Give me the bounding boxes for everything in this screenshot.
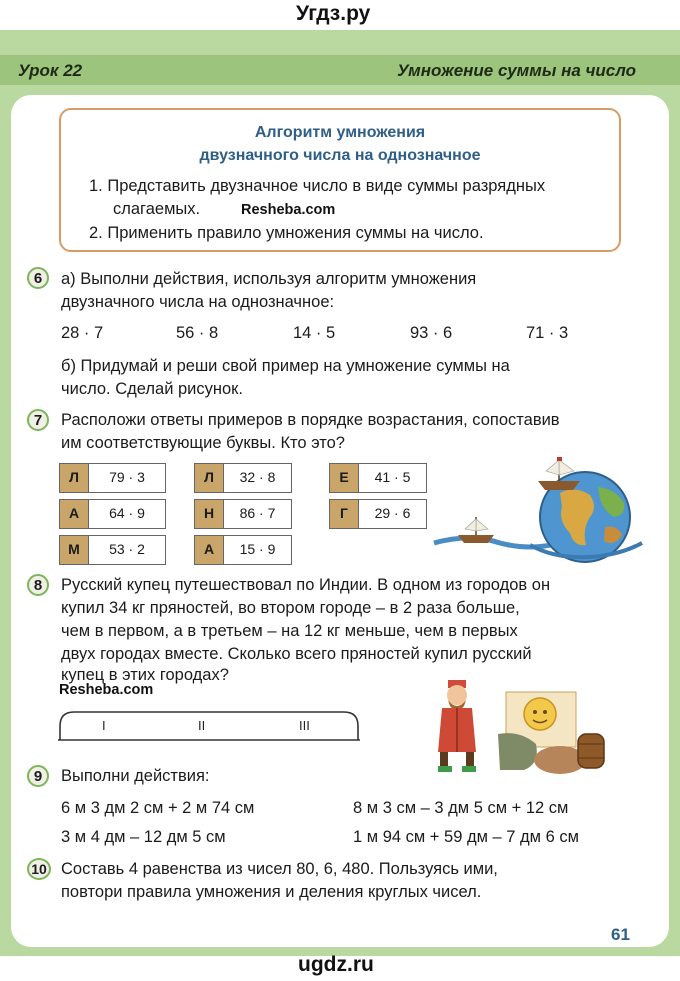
card-expression: 41 · 5 [374, 469, 411, 485]
task6-example: 56 · 8 [176, 324, 219, 342]
task-number-10: 10 [27, 858, 51, 880]
task10-line2: повтори правила умножения и деления круглых чисел. [61, 883, 482, 901]
card-letter: А [195, 536, 224, 564]
letter-card [194, 499, 292, 529]
card-expression: 15 · 9 [239, 541, 276, 557]
card-letter: Г [330, 500, 359, 528]
algorithm-step-1: 1. Представить двузначное число в виде суммы разрядных [89, 177, 546, 195]
task8-line: чем в первом, а в третьем – на 12 кг меньше, чем в первых [61, 622, 518, 640]
card-expression: 86 · 7 [239, 505, 276, 521]
algorithm-title-2: двузначного числа на однозначное [199, 147, 481, 164]
globe-ships-illustration [430, 455, 650, 565]
letter-card [194, 463, 292, 493]
task9-expression: 3 м 4 дм – 12 дм 5 см [61, 828, 226, 846]
task10-line1: Составь 4 равенства из чисел 80, 6, 480. Пользуясь ими, [61, 860, 498, 878]
algorithm-title-1: Алгоритм умножения [254, 124, 426, 141]
algorithm-step-2: 2. Применить правило умножения суммы на число. [89, 224, 484, 242]
algorithm-box [59, 108, 621, 252]
card-expression: 32 · 8 [239, 469, 276, 485]
site-watermark-top: Угдз.ру [296, 2, 371, 25]
task6-a-line1: а) Выполни действия, используя алгоритм умножения [61, 270, 477, 288]
task-number-9: 9 [27, 765, 49, 787]
task6-a-line2: двузначного числа на однозначное: [61, 293, 335, 311]
task6-example: 28 · 7 [61, 324, 104, 342]
card-letter: Л [60, 464, 89, 492]
task9-expression: 6 м 3 дм 2 см + 2 м 74 см [61, 799, 255, 817]
task9-expression: 8 м 3 см – 3 дм 5 см + 12 см [353, 799, 569, 817]
merchant-illustration [428, 672, 628, 777]
task8-line: двух городах вместе. Сколько всего пряностей купил русский [61, 645, 532, 663]
task8-line: Русский купец путешествовал по Индии. В одном из городов он [61, 576, 551, 594]
card-letter: Н [195, 500, 224, 528]
card-expression: 79 · 3 [109, 469, 145, 485]
page-number: 61 [611, 925, 630, 944]
task8-line: купил 34 кг пряностей, во втором городе – в 2 раза больше, [61, 599, 520, 617]
card-letter: А [60, 500, 89, 528]
topic-title: Умножение суммы на число [397, 61, 636, 80]
resheba-watermark: Resheba.com [59, 682, 154, 698]
card-letter: Л [195, 464, 224, 492]
letter-card [329, 499, 427, 529]
task7-line2: им соответствующие буквы. Кто это? [61, 434, 345, 452]
segment-label: III [299, 718, 310, 733]
card-expression: 64 · 9 [109, 505, 145, 521]
task6-example: 71 · 3 [526, 324, 569, 342]
card-letter: М [60, 536, 89, 564]
segment-diagram [58, 708, 360, 742]
segment-label: I [102, 718, 106, 733]
letter-card [329, 463, 427, 493]
task-number-7: 7 [27, 409, 49, 431]
task9-expression: 1 м 94 см + 59 дм – 7 дм 6 см [353, 828, 579, 846]
task6-example: 14 · 5 [293, 324, 336, 342]
letter-card [194, 535, 292, 565]
task7-line1: Расположи ответы примеров в порядке возрастания, сопоставив [61, 411, 560, 429]
site-watermark-bottom: ugdz.ru [298, 953, 374, 976]
card-expression: 53 · 2 [109, 541, 145, 557]
task8-line: купец в этих городах? [61, 666, 229, 684]
lesson-label: Урок 22 [18, 61, 83, 80]
segment-label: II [198, 718, 206, 733]
task6-example: 93 · 6 [410, 324, 453, 342]
task6-b-line2: число. Сделай рисунок. [61, 380, 243, 398]
card-expression: 29 · 6 [374, 505, 411, 521]
task6-b-line1: б) Придумай и реши свой пример на умножение суммы на [61, 357, 510, 375]
task9-title: Выполни действия: [61, 767, 210, 785]
resheba-watermark: Resheba.com [241, 202, 336, 218]
card-letter: Е [330, 464, 359, 492]
letter-card [59, 463, 166, 493]
algorithm-step-1-cont: слагаемых. [113, 200, 201, 218]
letter-card [59, 499, 166, 529]
task-number-8: 8 [27, 574, 49, 596]
task-number-6: 6 [27, 267, 49, 289]
letter-card [59, 535, 166, 565]
